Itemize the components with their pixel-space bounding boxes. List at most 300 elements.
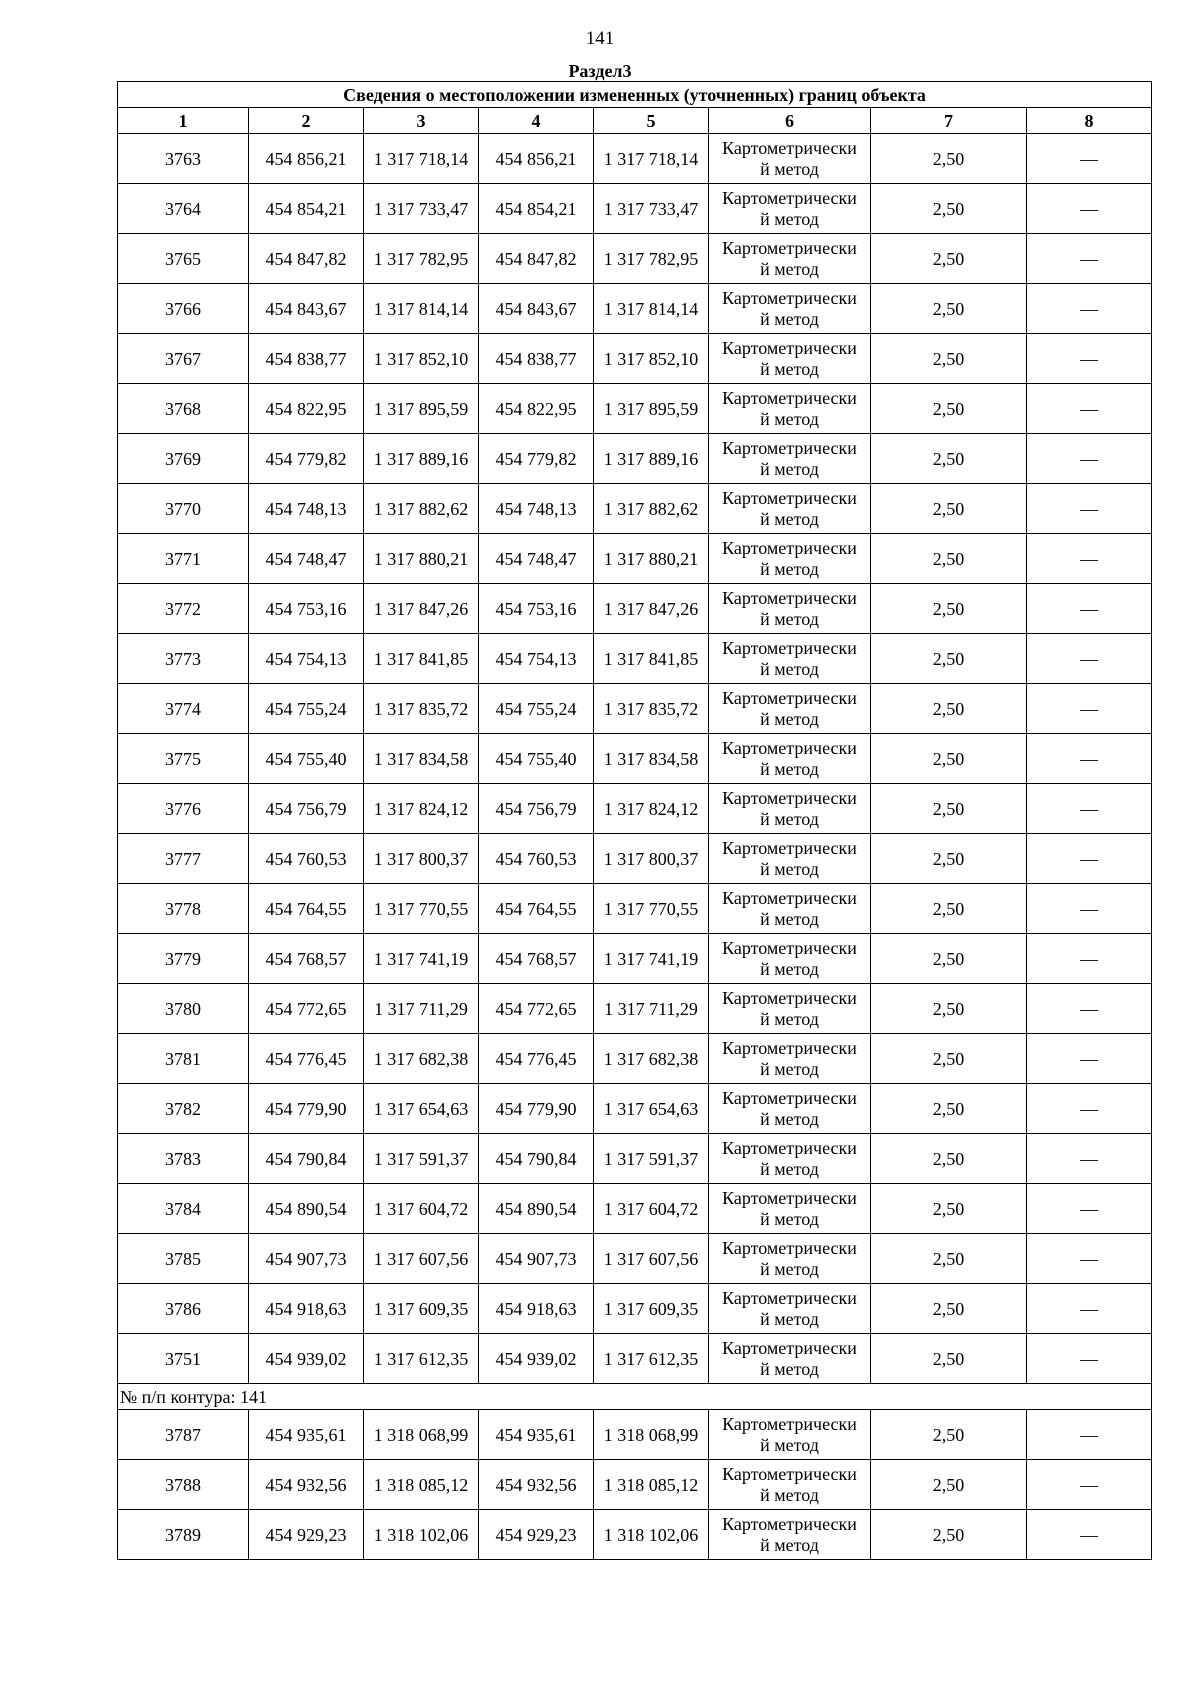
method-text-line2: й метод	[760, 808, 819, 829]
accuracy-cell: 2,50	[871, 1234, 1027, 1284]
existing-x-cell: 454 768,57	[249, 934, 364, 984]
method-text-line1: Картометрически	[722, 1463, 857, 1484]
method-text-line1: Картометрически	[722, 237, 857, 258]
column-header: 3	[364, 108, 479, 134]
method-text-line2: й метод	[760, 1534, 819, 1555]
table-row	[118, 1510, 1152, 1560]
point-number-cell: 3773	[118, 634, 249, 684]
method-cell	[709, 1460, 871, 1510]
point-number-cell: 3765	[118, 234, 249, 284]
existing-x-cell: 454 764,55	[249, 884, 364, 934]
method-text-line2: й метод	[760, 458, 819, 479]
existing-y-cell: 1 317 718,14	[364, 134, 479, 184]
method-text-line2: й метод	[760, 508, 819, 529]
new-x-cell: 454 779,90	[479, 1084, 594, 1134]
point-number-cell: 3775	[118, 734, 249, 784]
accuracy-cell: 2,50	[871, 634, 1027, 684]
accuracy-cell: 2,50	[871, 234, 1027, 284]
new-x-cell: 454 748,13	[479, 484, 594, 534]
description-cell: —	[1027, 434, 1152, 484]
column-header: 5	[594, 108, 709, 134]
table-row	[118, 434, 1152, 484]
accuracy-cell: 2,50	[871, 534, 1027, 584]
method-text-line2: й метод	[760, 1108, 819, 1129]
method-cell	[709, 1184, 871, 1234]
new-y-cell: 1 317 824,12	[594, 784, 709, 834]
existing-y-cell: 1 317 741,19	[364, 934, 479, 984]
method-text-line2: й метод	[760, 358, 819, 379]
existing-y-cell: 1 317 609,35	[364, 1284, 479, 1334]
new-x-cell: 454 890,54	[479, 1184, 594, 1234]
description-cell: —	[1027, 1084, 1152, 1134]
table-row	[118, 484, 1152, 534]
method-cell	[709, 984, 871, 1034]
method-text-line2: й метод	[760, 1484, 819, 1505]
description-cell: —	[1027, 284, 1152, 334]
method-text-line1: Картометрически	[722, 287, 857, 308]
table-caption: Сведения о местоположении измененных (уточненных) границ объекта	[118, 82, 1152, 108]
description-cell: —	[1027, 984, 1152, 1034]
point-number-cell: 3776	[118, 784, 249, 834]
existing-x-cell: 454 748,47	[249, 534, 364, 584]
point-number-cell: 3780	[118, 984, 249, 1034]
description-cell: —	[1027, 234, 1152, 284]
method-cell	[709, 584, 871, 634]
point-number-cell: 3770	[118, 484, 249, 534]
table-row	[118, 334, 1152, 384]
description-cell: —	[1027, 1134, 1152, 1184]
new-y-cell: 1 317 741,19	[594, 934, 709, 984]
existing-y-cell: 1 317 591,37	[364, 1134, 479, 1184]
new-x-cell: 454 854,21	[479, 184, 594, 234]
coordinates-table	[117, 81, 1152, 1560]
accuracy-cell: 2,50	[871, 134, 1027, 184]
existing-x-cell: 454 755,40	[249, 734, 364, 784]
new-x-cell: 454 755,40	[479, 734, 594, 784]
new-y-cell: 1 317 654,63	[594, 1084, 709, 1134]
existing-x-cell: 454 779,90	[249, 1084, 364, 1134]
point-number-cell: 3784	[118, 1184, 249, 1234]
method-text-line2: й метод	[760, 1308, 819, 1329]
new-y-cell: 1 317 682,38	[594, 1034, 709, 1084]
column-header: 4	[479, 108, 594, 134]
existing-x-cell: 454 907,73	[249, 1234, 364, 1284]
existing-x-cell: 454 776,45	[249, 1034, 364, 1084]
method-text-line1: Картометрически	[722, 587, 857, 608]
existing-y-cell: 1 317 654,63	[364, 1084, 479, 1134]
description-cell: —	[1027, 834, 1152, 884]
existing-y-cell: 1 317 770,55	[364, 884, 479, 934]
column-header: 2	[249, 108, 364, 134]
existing-x-cell: 454 847,82	[249, 234, 364, 284]
description-cell: —	[1027, 684, 1152, 734]
new-x-cell: 454 760,53	[479, 834, 594, 884]
point-number-cell: 3779	[118, 934, 249, 984]
new-x-cell: 454 935,61	[479, 1410, 594, 1460]
existing-x-cell: 454 753,16	[249, 584, 364, 634]
method-cell	[709, 784, 871, 834]
existing-y-cell: 1 317 800,37	[364, 834, 479, 884]
method-text-line1: Картометрически	[722, 187, 857, 208]
description-cell: —	[1027, 384, 1152, 434]
existing-y-cell: 1 317 604,72	[364, 1184, 479, 1234]
accuracy-cell: 2,50	[871, 834, 1027, 884]
method-cell	[709, 334, 871, 384]
existing-x-cell: 454 838,77	[249, 334, 364, 384]
existing-x-cell: 454 772,65	[249, 984, 364, 1034]
table-row	[118, 1460, 1152, 1510]
point-number-cell: 3788	[118, 1460, 249, 1510]
existing-x-cell: 454 843,67	[249, 284, 364, 334]
table-row	[118, 284, 1152, 334]
new-x-cell: 454 856,21	[479, 134, 594, 184]
new-y-cell: 1 317 880,21	[594, 534, 709, 584]
method-cell	[709, 484, 871, 534]
method-cell	[709, 1334, 871, 1384]
point-number-cell: 3771	[118, 534, 249, 584]
method-text-line1: Картометрически	[722, 1413, 857, 1434]
new-x-cell: 454 768,57	[479, 934, 594, 984]
existing-x-cell: 454 854,21	[249, 184, 364, 234]
existing-y-cell: 1 317 880,21	[364, 534, 479, 584]
new-x-cell: 454 932,56	[479, 1460, 594, 1510]
method-text-line2: й метод	[760, 958, 819, 979]
method-text-line2: й метод	[760, 1008, 819, 1029]
point-number-cell: 3764	[118, 184, 249, 234]
new-y-cell: 1 317 711,29	[594, 984, 709, 1034]
existing-y-cell: 1 317 834,58	[364, 734, 479, 784]
method-text-line2: й метод	[760, 708, 819, 729]
existing-y-cell: 1 317 682,38	[364, 1034, 479, 1084]
existing-x-cell: 454 779,82	[249, 434, 364, 484]
new-y-cell: 1 317 782,95	[594, 234, 709, 284]
description-cell: —	[1027, 334, 1152, 384]
contour-row	[118, 1384, 1152, 1410]
description-cell: —	[1027, 584, 1152, 634]
table-row	[118, 884, 1152, 934]
accuracy-cell: 2,50	[871, 1510, 1027, 1560]
method-text-line1: Картометрически	[722, 487, 857, 508]
description-cell: —	[1027, 134, 1152, 184]
contour-label: № п/п контура: 141	[118, 1384, 1152, 1410]
method-text-line1: Картометрически	[722, 1137, 857, 1158]
method-text-line2: й метод	[760, 658, 819, 679]
new-y-cell: 1 317 607,56	[594, 1234, 709, 1284]
method-text-line1: Картометрически	[722, 687, 857, 708]
new-y-cell: 1 317 609,35	[594, 1284, 709, 1334]
new-y-cell: 1 317 604,72	[594, 1184, 709, 1234]
table-row	[118, 834, 1152, 884]
method-cell	[709, 1084, 871, 1134]
point-number-cell: 3766	[118, 284, 249, 334]
existing-x-cell: 454 918,63	[249, 1284, 364, 1334]
new-x-cell: 454 838,77	[479, 334, 594, 384]
point-number-cell: 3786	[118, 1284, 249, 1334]
new-y-cell: 1 317 834,58	[594, 734, 709, 784]
column-header: 8	[1027, 108, 1152, 134]
description-cell: —	[1027, 1460, 1152, 1510]
existing-x-cell: 454 890,54	[249, 1184, 364, 1234]
description-cell: —	[1027, 1284, 1152, 1334]
method-text-line2: й метод	[760, 858, 819, 879]
new-x-cell: 454 929,23	[479, 1510, 594, 1560]
accuracy-cell: 2,50	[871, 1034, 1027, 1084]
table-header-row	[118, 108, 1152, 134]
method-text-line2: й метод	[760, 1434, 819, 1455]
method-text-line1: Картометрически	[722, 1087, 857, 1108]
table-row	[118, 584, 1152, 634]
accuracy-cell: 2,50	[871, 334, 1027, 384]
existing-y-cell: 1 317 841,85	[364, 634, 479, 684]
existing-y-cell: 1 318 102,06	[364, 1510, 479, 1560]
existing-x-cell: 454 856,21	[249, 134, 364, 184]
existing-y-cell: 1 317 882,62	[364, 484, 479, 534]
method-cell	[709, 284, 871, 334]
table-caption-row	[118, 82, 1152, 108]
new-x-cell: 454 847,82	[479, 234, 594, 284]
method-text-line1: Картометрически	[722, 387, 857, 408]
existing-y-cell: 1 317 824,12	[364, 784, 479, 834]
method-text-line1: Картометрически	[722, 937, 857, 958]
existing-x-cell: 454 929,23	[249, 1510, 364, 1560]
method-cell	[709, 384, 871, 434]
description-cell: —	[1027, 1234, 1152, 1284]
existing-x-cell: 454 754,13	[249, 634, 364, 684]
method-cell	[709, 734, 871, 784]
existing-y-cell: 1 317 889,16	[364, 434, 479, 484]
new-x-cell: 454 748,47	[479, 534, 594, 584]
table-row	[118, 534, 1152, 584]
existing-y-cell: 1 317 612,35	[364, 1334, 479, 1384]
page-number: 141	[585, 28, 615, 49]
method-text-line1: Картометрически	[722, 787, 857, 808]
existing-y-cell: 1 317 782,95	[364, 234, 479, 284]
accuracy-cell: 2,50	[871, 734, 1027, 784]
new-x-cell: 454 918,63	[479, 1284, 594, 1334]
point-number-cell: 3769	[118, 434, 249, 484]
new-y-cell: 1 317 733,47	[594, 184, 709, 234]
accuracy-cell: 2,50	[871, 184, 1027, 234]
description-cell: —	[1027, 1410, 1152, 1460]
method-text-line1: Картометрически	[722, 537, 857, 558]
method-text-line1: Картометрически	[722, 637, 857, 658]
method-cell	[709, 1510, 871, 1560]
new-x-cell: 454 939,02	[479, 1334, 594, 1384]
description-cell: —	[1027, 784, 1152, 834]
table-row	[118, 134, 1152, 184]
new-x-cell: 454 907,73	[479, 1234, 594, 1284]
accuracy-cell: 2,50	[871, 1284, 1027, 1334]
method-text-line2: й метод	[760, 608, 819, 629]
new-x-cell: 454 764,55	[479, 884, 594, 934]
new-x-cell: 454 753,16	[479, 584, 594, 634]
table-row	[118, 734, 1152, 784]
existing-y-cell: 1 317 835,72	[364, 684, 479, 734]
point-number-cell: 3785	[118, 1234, 249, 1284]
accuracy-cell: 2,50	[871, 434, 1027, 484]
column-header: 1	[118, 108, 249, 134]
point-number-cell: 3781	[118, 1034, 249, 1084]
point-number-cell: 3778	[118, 884, 249, 934]
existing-y-cell: 1 318 068,99	[364, 1410, 479, 1460]
table-row	[118, 384, 1152, 434]
method-text-line2: й метод	[760, 258, 819, 279]
method-text-line1: Картометрически	[722, 837, 857, 858]
table-row	[118, 1410, 1152, 1460]
existing-x-cell: 454 932,56	[249, 1460, 364, 1510]
new-x-cell: 454 776,45	[479, 1034, 594, 1084]
point-number-cell: 3787	[118, 1410, 249, 1460]
method-cell	[709, 884, 871, 934]
table-row	[118, 1034, 1152, 1084]
existing-x-cell: 454 935,61	[249, 1410, 364, 1460]
table-row	[118, 1184, 1152, 1234]
point-number-cell: 3774	[118, 684, 249, 734]
method-text-line2: й метод	[760, 908, 819, 929]
existing-x-cell: 454 756,79	[249, 784, 364, 834]
description-cell: —	[1027, 734, 1152, 784]
method-text-line2: й метод	[760, 308, 819, 329]
description-cell: —	[1027, 1334, 1152, 1384]
method-text-line2: й метод	[760, 1258, 819, 1279]
point-number-cell: 3767	[118, 334, 249, 384]
table-body	[118, 134, 1152, 1560]
method-text-line1: Картометрически	[722, 737, 857, 758]
column-header: 7	[871, 108, 1027, 134]
method-text-line1: Картометрически	[722, 1513, 857, 1534]
existing-y-cell: 1 317 895,59	[364, 384, 479, 434]
new-y-cell: 1 317 852,10	[594, 334, 709, 384]
method-text-line1: Картометрически	[722, 1237, 857, 1258]
accuracy-cell: 2,50	[871, 884, 1027, 934]
method-cell	[709, 434, 871, 484]
existing-y-cell: 1 317 733,47	[364, 184, 479, 234]
new-y-cell: 1 317 882,62	[594, 484, 709, 534]
method-text-line1: Картометрически	[722, 1037, 857, 1058]
new-y-cell: 1 317 591,37	[594, 1134, 709, 1184]
accuracy-cell: 2,50	[871, 1184, 1027, 1234]
point-number-cell: 3768	[118, 384, 249, 434]
table-row	[118, 934, 1152, 984]
accuracy-cell: 2,50	[871, 1460, 1027, 1510]
point-number-cell: 3783	[118, 1134, 249, 1184]
table-row	[118, 184, 1152, 234]
accuracy-cell: 2,50	[871, 934, 1027, 984]
new-y-cell: 1 317 847,26	[594, 584, 709, 634]
existing-x-cell: 454 790,84	[249, 1134, 364, 1184]
new-y-cell: 1 318 085,12	[594, 1460, 709, 1510]
existing-x-cell: 454 822,95	[249, 384, 364, 434]
description-cell: —	[1027, 534, 1152, 584]
accuracy-cell: 2,50	[871, 384, 1027, 434]
table-row	[118, 234, 1152, 284]
table-row	[118, 1334, 1152, 1384]
table-row	[118, 1134, 1152, 1184]
existing-y-cell: 1 318 085,12	[364, 1460, 479, 1510]
description-cell: —	[1027, 184, 1152, 234]
new-y-cell: 1 317 841,85	[594, 634, 709, 684]
table-row	[118, 784, 1152, 834]
accuracy-cell: 2,50	[871, 1134, 1027, 1184]
new-x-cell: 454 779,82	[479, 434, 594, 484]
accuracy-cell: 2,50	[871, 784, 1027, 834]
new-y-cell: 1 317 835,72	[594, 684, 709, 734]
method-cell	[709, 934, 871, 984]
existing-y-cell: 1 317 711,29	[364, 984, 479, 1034]
table-row	[118, 1084, 1152, 1134]
method-cell	[709, 184, 871, 234]
method-cell	[709, 634, 871, 684]
method-text-line1: Картометрически	[722, 1337, 857, 1358]
method-text-line1: Картометрически	[722, 887, 857, 908]
new-y-cell: 1 317 770,55	[594, 884, 709, 934]
method-cell	[709, 234, 871, 284]
method-text-line1: Картометрически	[722, 337, 857, 358]
new-y-cell: 1 317 718,14	[594, 134, 709, 184]
method-text-line1: Картометрически	[722, 137, 857, 158]
new-x-cell: 454 790,84	[479, 1134, 594, 1184]
description-cell: —	[1027, 1510, 1152, 1560]
table-row	[118, 634, 1152, 684]
new-y-cell: 1 318 102,06	[594, 1510, 709, 1560]
method-cell	[709, 1034, 871, 1084]
table-row	[118, 1284, 1152, 1334]
new-x-cell: 454 755,24	[479, 684, 594, 734]
new-y-cell: 1 317 800,37	[594, 834, 709, 884]
method-cell	[709, 134, 871, 184]
method-cell	[709, 1234, 871, 1284]
point-number-cell: 3772	[118, 584, 249, 634]
table-row	[118, 684, 1152, 734]
description-cell: —	[1027, 934, 1152, 984]
point-number-cell: 3777	[118, 834, 249, 884]
new-y-cell: 1 317 895,59	[594, 384, 709, 434]
existing-x-cell: 454 748,13	[249, 484, 364, 534]
existing-y-cell: 1 317 814,14	[364, 284, 479, 334]
description-cell: —	[1027, 884, 1152, 934]
description-cell: —	[1027, 634, 1152, 684]
new-x-cell: 454 843,67	[479, 284, 594, 334]
accuracy-cell: 2,50	[871, 1334, 1027, 1384]
method-text-line2: й метод	[760, 1158, 819, 1179]
accuracy-cell: 2,50	[871, 1410, 1027, 1460]
point-number-cell: 3789	[118, 1510, 249, 1560]
new-x-cell: 454 772,65	[479, 984, 594, 1034]
accuracy-cell: 2,50	[871, 484, 1027, 534]
description-cell: —	[1027, 1184, 1152, 1234]
method-text-line1: Картометрически	[722, 437, 857, 458]
description-cell: —	[1027, 484, 1152, 534]
accuracy-cell: 2,50	[871, 684, 1027, 734]
existing-x-cell: 454 755,24	[249, 684, 364, 734]
method-cell	[709, 534, 871, 584]
method-text-line2: й метод	[760, 208, 819, 229]
table-row	[118, 984, 1152, 1034]
table-row	[118, 1234, 1152, 1284]
new-y-cell: 1 318 068,99	[594, 1410, 709, 1460]
new-x-cell: 454 822,95	[479, 384, 594, 434]
point-number-cell: 3782	[118, 1084, 249, 1134]
existing-y-cell: 1 317 847,26	[364, 584, 479, 634]
existing-x-cell: 454 939,02	[249, 1334, 364, 1384]
point-number-cell: 3763	[118, 134, 249, 184]
section-title: Раздел3	[568, 61, 632, 81]
method-cell	[709, 834, 871, 884]
new-x-cell: 454 756,79	[479, 784, 594, 834]
new-x-cell: 454 754,13	[479, 634, 594, 684]
column-header: 6	[709, 108, 871, 134]
new-y-cell: 1 317 889,16	[594, 434, 709, 484]
